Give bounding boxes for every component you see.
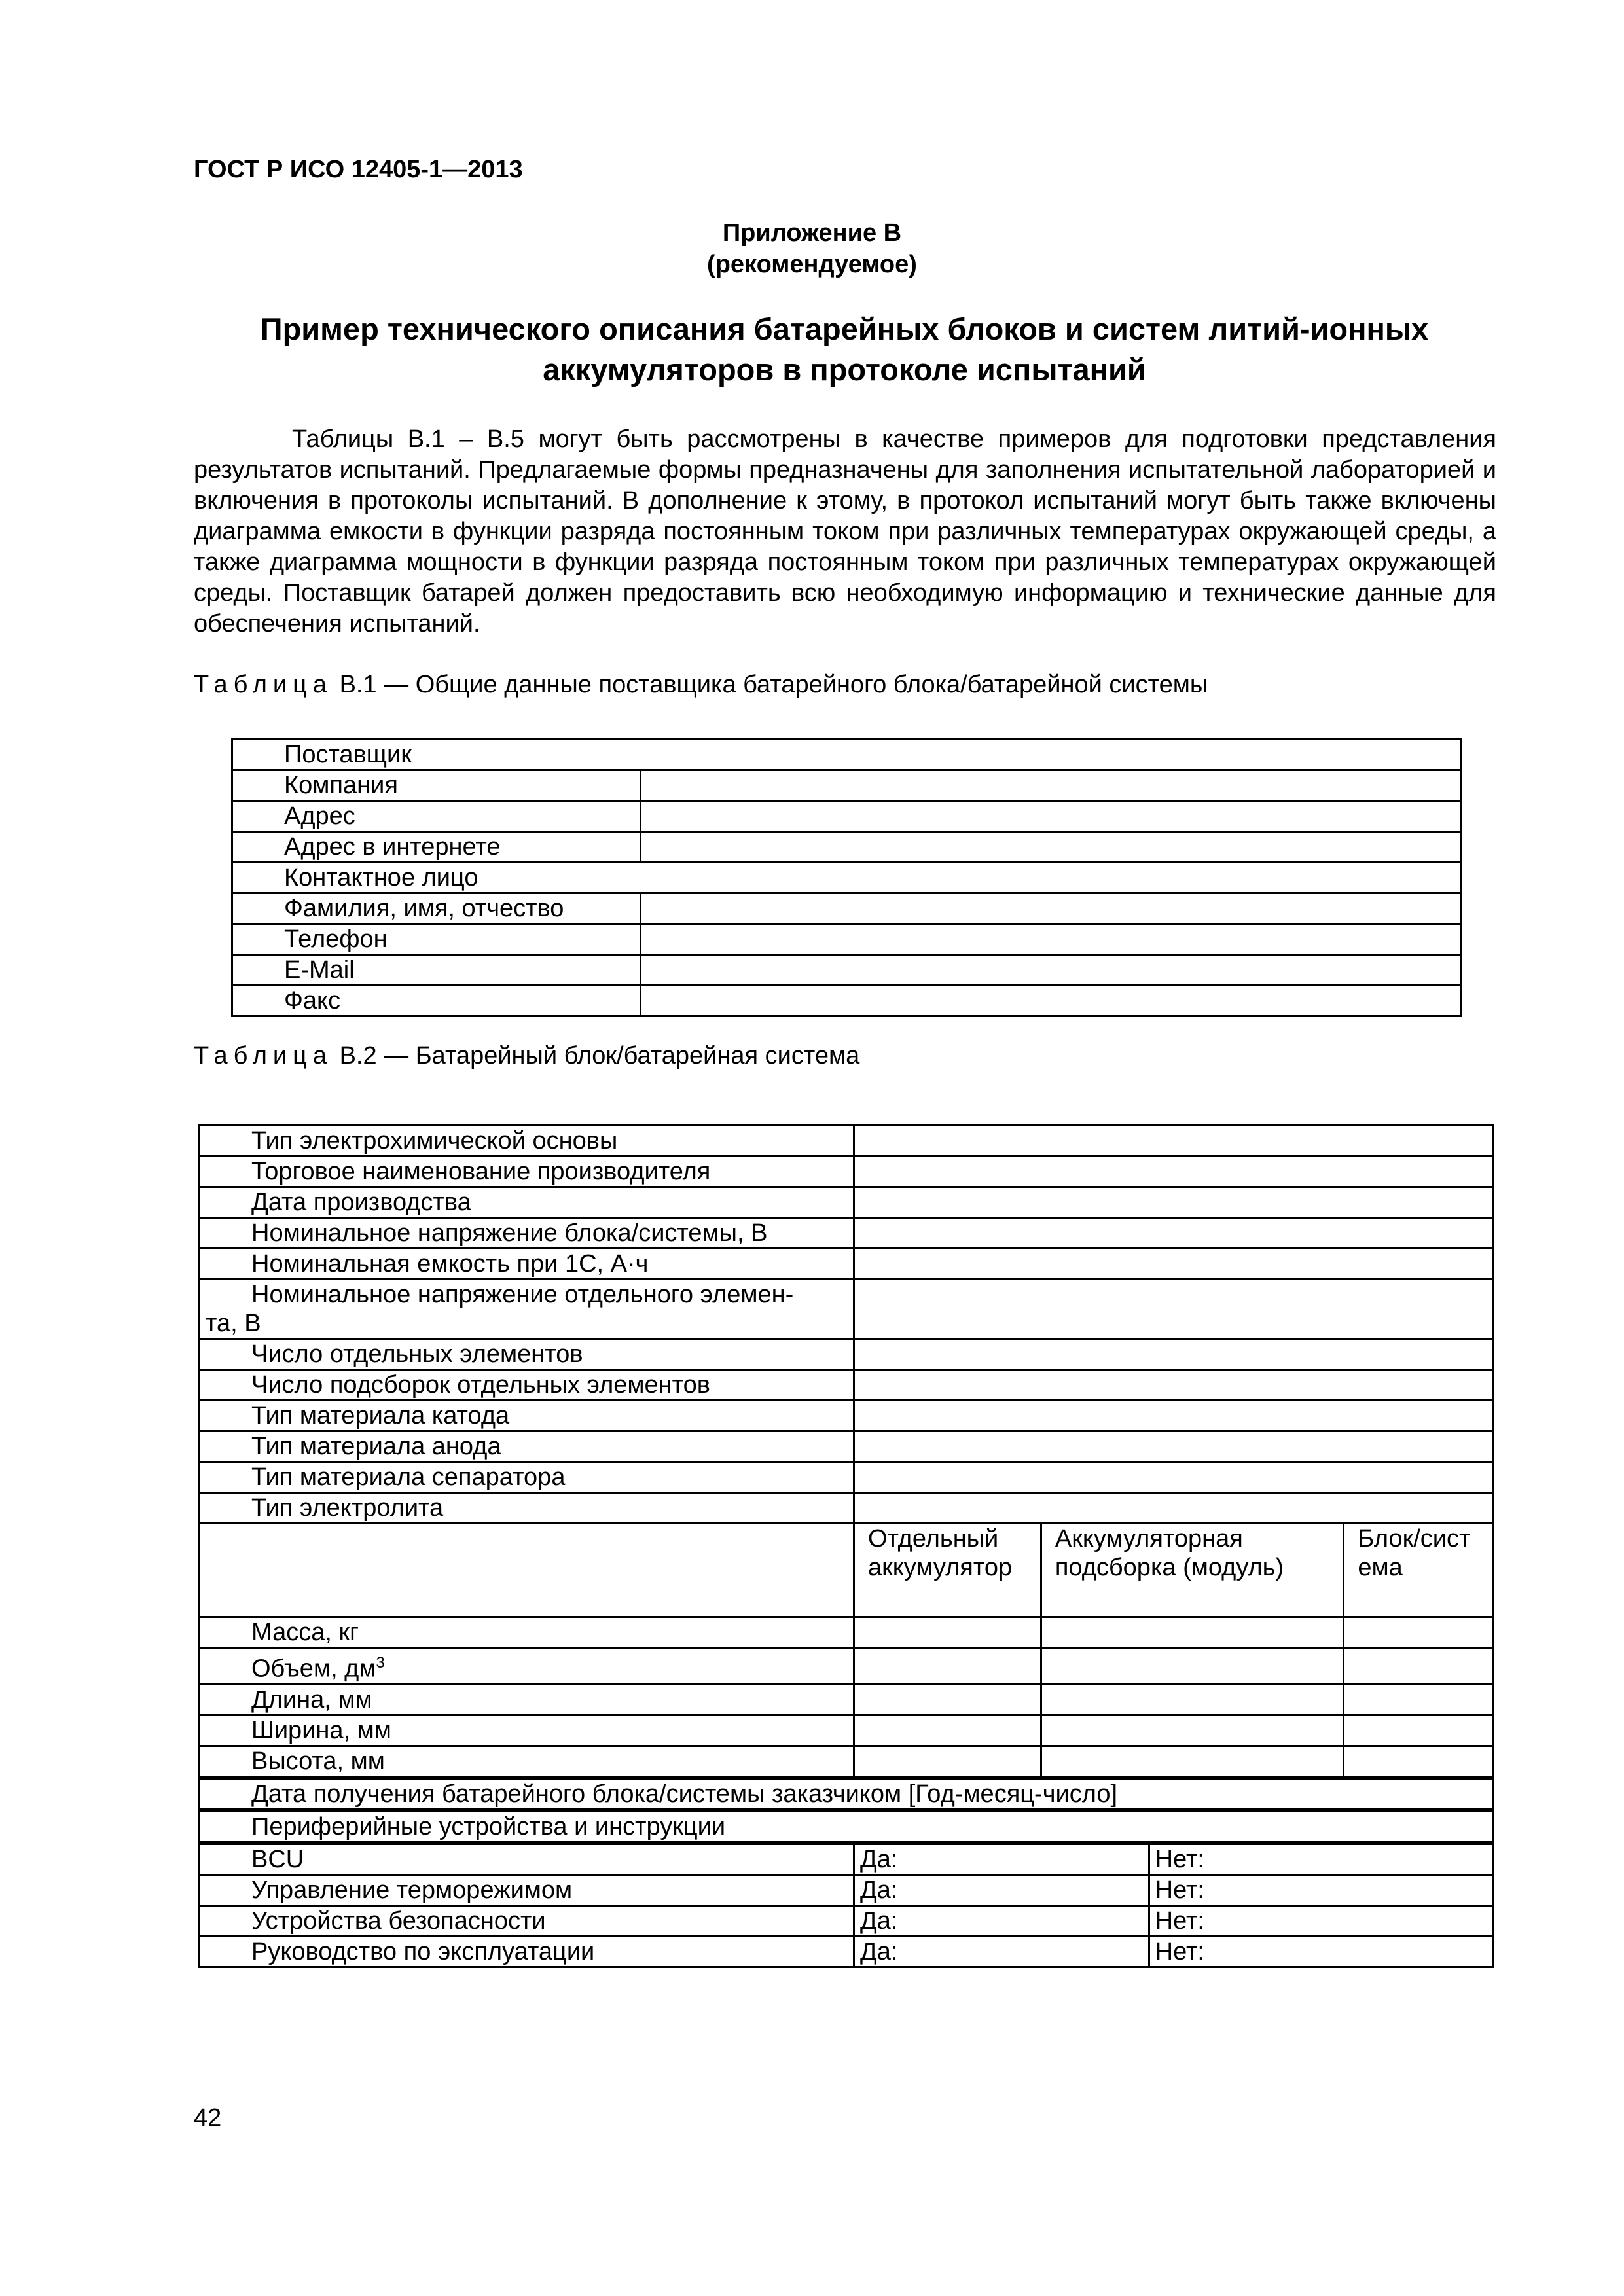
table-row — [232, 801, 1461, 832]
value-cell[interactable] — [1344, 1746, 1494, 1778]
column-header-row — [200, 1524, 1494, 1617]
value-cell[interactable] — [854, 1462, 1493, 1493]
table-row — [232, 740, 1461, 770]
value-cell-email[interactable] — [641, 955, 1461, 986]
table-row — [200, 1462, 1494, 1493]
row-label: Тип электрохимической основы — [200, 1126, 854, 1157]
table-row — [232, 832, 1461, 863]
row-label: Дата производства — [200, 1187, 854, 1218]
row-label: Номинальная емкость при 1С, А·ч — [200, 1249, 854, 1280]
value-cell-company[interactable] — [641, 770, 1461, 801]
table-row — [200, 1648, 1494, 1685]
row-label: Адрес — [232, 801, 641, 832]
value-cell-website[interactable] — [641, 832, 1461, 863]
value-cell[interactable] — [854, 1617, 1041, 1648]
table-row — [200, 1778, 1494, 1810]
caption-prefix: Таблица — [194, 671, 333, 698]
value-cell[interactable] — [1344, 1648, 1494, 1685]
no-cell[interactable]: Нет: — [1149, 1905, 1493, 1936]
row-label: Высота, мм — [200, 1746, 854, 1778]
table-row — [200, 1218, 1494, 1249]
table-row — [200, 1401, 1494, 1431]
section-header-supplier: Поставщик — [232, 740, 1461, 770]
row-label: BCU — [200, 1843, 854, 1875]
row-label — [200, 1280, 854, 1339]
table-row — [200, 1810, 1494, 1843]
row-label-line-1: Номинальное напряжение отдельного элемен- — [251, 1281, 794, 1308]
value-cell[interactable] — [854, 1684, 1041, 1715]
section-header-contact: Контактное лицо — [232, 863, 1461, 893]
table-b1 — [231, 738, 1462, 1017]
value-cell-phone[interactable] — [641, 924, 1461, 955]
empty-header-cell — [200, 1524, 854, 1617]
value-cell[interactable] — [1344, 1684, 1494, 1715]
row-label-line-2: та, В — [206, 1310, 261, 1337]
intro-paragraph — [194, 424, 1496, 639]
table-row — [200, 1339, 1494, 1370]
row-label: Адрес в интернете — [232, 832, 641, 863]
column-header-single-cell — [854, 1524, 1041, 1617]
annex-label: Приложение В — [722, 219, 902, 247]
table-row — [200, 1280, 1494, 1339]
yes-cell[interactable]: Да: — [854, 1905, 1149, 1936]
table-b2-caption — [194, 1042, 859, 1070]
value-cell[interactable] — [854, 1431, 1493, 1462]
row-label: Тип материала анода — [200, 1431, 854, 1462]
table-row — [232, 924, 1461, 955]
table-row — [232, 955, 1461, 986]
value-cell[interactable] — [854, 1370, 1493, 1401]
table-row — [232, 986, 1461, 1016]
table-row — [200, 1715, 1494, 1746]
table-b2 — [198, 1124, 1494, 1968]
value-cell[interactable] — [1041, 1715, 1343, 1746]
row-label: Фамилия, имя, отчество — [232, 893, 641, 924]
value-cell[interactable] — [1041, 1648, 1343, 1685]
value-cell[interactable] — [854, 1157, 1493, 1187]
table-row — [200, 1370, 1494, 1401]
no-cell[interactable]: Нет: — [1149, 1874, 1493, 1905]
receipt-date-row: Дата получения батарейного блока/системы заказчиком [Год-месяц-число] — [200, 1778, 1494, 1810]
peripherals-header: Периферийные устройства и инструкции — [200, 1810, 1494, 1843]
row-label: Тип материала сепаратора — [200, 1462, 854, 1493]
row-label: Телефон — [232, 924, 641, 955]
column-header-system — [1344, 1524, 1494, 1617]
row-label — [200, 1648, 854, 1685]
table-row — [200, 1493, 1494, 1524]
value-cell[interactable] — [1344, 1617, 1494, 1648]
row-label: Длина, мм — [200, 1684, 854, 1715]
yes-cell[interactable]: Да: — [854, 1843, 1149, 1875]
annex-title — [0, 217, 1624, 280]
value-cell[interactable] — [1041, 1684, 1343, 1715]
table-row — [232, 770, 1461, 801]
row-label: Ширина, мм — [200, 1715, 854, 1746]
row-label: Тип электролита — [200, 1493, 854, 1524]
table-row — [200, 1905, 1494, 1936]
table-row — [200, 1746, 1494, 1778]
table-row — [200, 1936, 1494, 1967]
table-row — [200, 1874, 1494, 1905]
value-cell[interactable] — [1041, 1617, 1343, 1648]
column-header-line: Аккумуляторная — [1055, 1525, 1243, 1552]
table-row — [232, 893, 1461, 924]
value-cell[interactable] — [854, 1339, 1493, 1370]
table-row — [200, 1617, 1494, 1648]
row-label: Компания — [232, 770, 641, 801]
table-row — [200, 1249, 1494, 1280]
table-row — [200, 1684, 1494, 1715]
caption-text: В.1 — Общие данные поставщика батарейного блока/батарейной системы — [339, 671, 1208, 698]
table-row — [232, 863, 1461, 893]
row-label: Торговое наименование производителя — [200, 1157, 854, 1187]
column-header-module — [1041, 1524, 1343, 1617]
row-label: Тип материала катода — [200, 1401, 854, 1431]
value-cell-full-name[interactable] — [641, 893, 1461, 924]
yes-cell[interactable]: Да: — [854, 1874, 1149, 1905]
row-label: Число подсборок отдельных элементов — [200, 1370, 854, 1401]
main-title-line-1: Пример технического описания батарейных блоков и систем литий-ионных — [260, 312, 1429, 346]
value-cell[interactable] — [854, 1746, 1041, 1778]
value-cell[interactable] — [854, 1280, 1493, 1339]
table-row — [200, 1431, 1494, 1462]
page-number: 42 — [194, 2104, 222, 2132]
annex-status: (рекомендуемое) — [707, 251, 917, 278]
column-header-line: Блок/сист — [1358, 1525, 1471, 1552]
row-label: Руководство по эксплуатации — [200, 1936, 854, 1967]
value-cell[interactable] — [854, 1401, 1493, 1431]
table-b1-caption — [194, 671, 1208, 699]
value-cell[interactable] — [854, 1648, 1041, 1685]
table-row — [200, 1126, 1494, 1157]
caption-text: В.2 — Батарейный блок/батарейная система — [339, 1042, 860, 1069]
caption-prefix: Таблица — [194, 1042, 333, 1069]
row-label: E-Mail — [232, 955, 641, 986]
document-id: ГОСТ Р ИСО 12405-1—2013 — [194, 156, 523, 183]
main-title-line-2: аккумуляторов в протоколе испытаний — [543, 352, 1146, 387]
row-label: Номинальное напряжение блока/системы, В — [200, 1218, 854, 1249]
value-cell[interactable] — [854, 1126, 1493, 1157]
table-row — [200, 1187, 1494, 1218]
row-label: Устройства безопасности — [200, 1905, 854, 1936]
value-cell[interactable] — [854, 1187, 1493, 1218]
column-header-line: ема — [1358, 1554, 1403, 1581]
value-cell[interactable] — [1041, 1746, 1343, 1778]
main-title — [196, 309, 1492, 390]
value-cell-fax[interactable] — [641, 986, 1461, 1016]
no-cell[interactable]: Нет: — [1149, 1843, 1493, 1875]
intro-text: Таблицы В.1 – В.5 могут быть рассмотрены в качестве примеров для подготовки представления результатов испытаний. Предлагаемые формы предназначены для заполнения испытательной лабораторией и включения в протоколы испытаний. В дополнение к этому, в протокол испытаний могут быть также включены диаграмма емкости в функции разряда постоянным током при различных температурах окружающей среды, а также диаграмма мощности в функции разряда постоянным током при различных температурах окружающей среды. Поставщик батарей должен предоставить всю необходимую информацию и технические данные для обеспечения испытаний. — [194, 425, 1496, 637]
column-header-line: Отдельный — [867, 1525, 999, 1552]
row-label: Число отдельных элементов — [200, 1339, 854, 1370]
value-cell[interactable] — [854, 1249, 1493, 1280]
table-row — [200, 1157, 1494, 1187]
value-cell[interactable] — [854, 1493, 1493, 1524]
row-label: Факс — [232, 986, 641, 1016]
value-cell[interactable] — [854, 1715, 1041, 1746]
row-label: Управление терморежимом — [200, 1874, 854, 1905]
superscript: 3 — [376, 1654, 385, 1672]
yes-cell[interactable]: Да: — [854, 1936, 1149, 1967]
row-label: Масса, кг — [200, 1617, 854, 1648]
column-header-line: подсборка (модуль) — [1055, 1554, 1284, 1581]
column-header-line: аккумулятор — [867, 1554, 1013, 1581]
value-cell-address[interactable] — [641, 801, 1461, 832]
row-label-text: Объем, дм — [251, 1655, 376, 1683]
no-cell[interactable]: Нет: — [1149, 1936, 1493, 1967]
value-cell[interactable] — [854, 1218, 1493, 1249]
table-row — [200, 1843, 1494, 1875]
value-cell[interactable] — [1344, 1715, 1494, 1746]
